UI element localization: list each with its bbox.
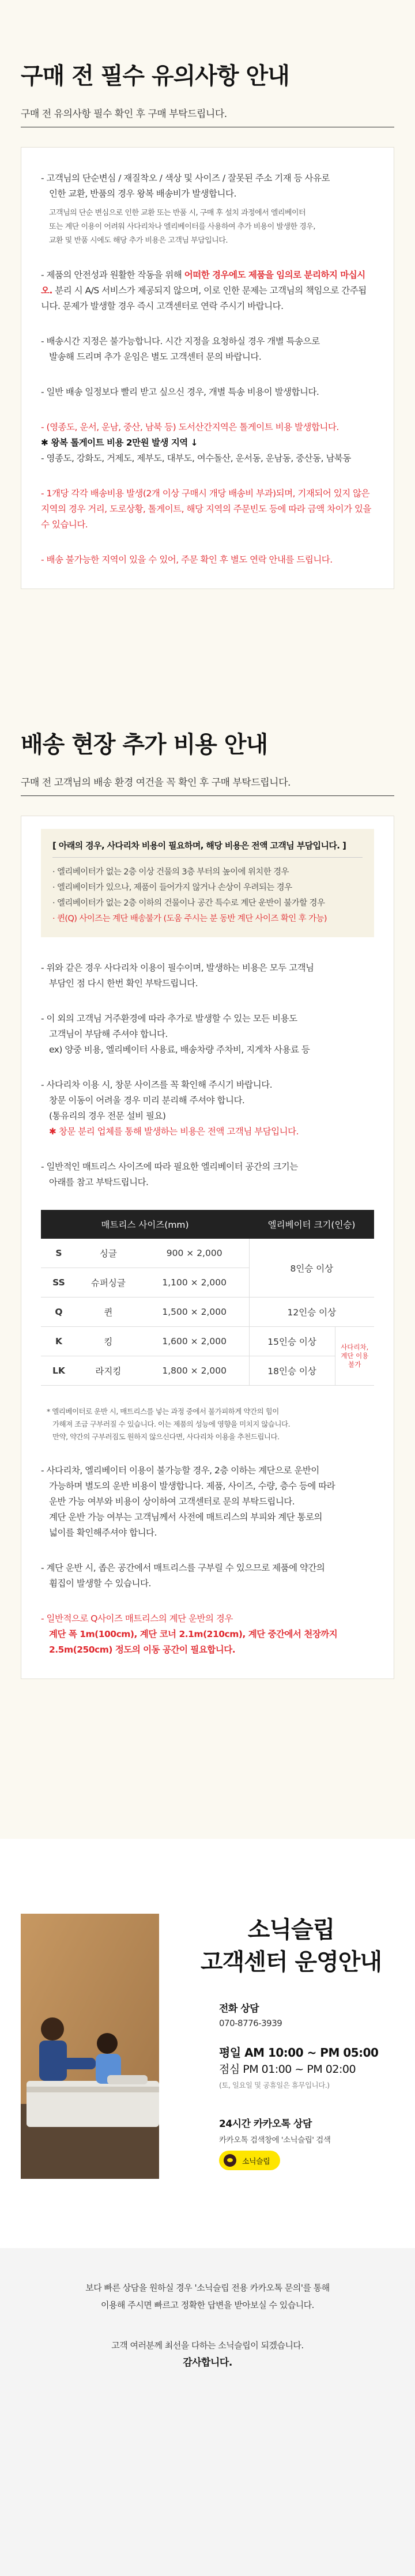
box-heading: [ 아래의 경우, 사다리차 비용이 필요하며, 해당 비용은 전액 고객님 부담입니다. ] [52,839,363,858]
notice-text: - 일반 배송 일정보다 빨리 받고 싶으신 경우, 개별 특송 비용이 발생합니다. [41,387,319,397]
customer-center-section [0,1914,415,2248]
kakao-talk-icon [224,2154,236,2167]
footer-text: 고객 여러분께 최선을 다하는 소닉슬립이 되겠습니다. [111,2340,304,2351]
notice-text: - 계단 운반 시, 좁은 공간에서 매트리스를 구부릴 수 있으므로 제품에 약간의 [41,1563,325,1573]
size-code: SS [41,1268,77,1298]
table-header-size: 매트리스 사이즈(mm) [41,1210,249,1239]
box-line: · 엘리베이터가 없는 2층 이상 건물의 3층 부터의 높이에 위치한 경우 [52,868,289,877]
notice-item [41,267,374,314]
section-subtitle: 구매 전 고객님의 배송 환경 여건을 꼭 확인 후 구매 부탁드립니다. [21,774,394,796]
notice-text: 창문 이동이 어려울 경우 미리 분리해 주셔야 합니다. [49,1095,245,1106]
hours-block [219,2044,378,2090]
section-title: 구매 전 필수 유의사항 안내 [21,63,289,89]
cost-item [41,960,374,991]
notice-text [41,267,374,314]
notice-item [41,486,374,533]
note-text: 가해져 조금 구부러질 수 있습니다. 이는 제품의 성능에 영향을 미치지 않습니다. [52,1420,290,1428]
lunch-hours: 점심 PM 01:00 ~ PM 02:00 [219,2063,356,2076]
table-row [41,1327,374,1356]
notice-text: - 배송시간 지정은 불가능합니다. 시간 지정을 요청하실 경우 개별 특송으로 [41,336,320,346]
notice-text: (통유리의 경우 전문 설비 필요) [49,1111,166,1121]
customer-center-photo [21,1914,159,2179]
warning-text: - 배송 불가능한 지역이 있을 수 있어, 주문 확인 후 별도 연락 안내를 드립니다. [41,555,333,565]
notice-text: 넓이를 확인해주셔야 합니다. [49,1528,157,1538]
delivery-card [21,816,394,1679]
notice-small-text: 고객님의 단순 변심으로 인한 교환 또는 반품 시, 구매 후 설치 과정에서 엘리베이터 [49,209,306,217]
holiday-note: (토, 일요일 및 공휴일은 휴무입니다.) [219,2081,330,2090]
note-text: * 엘리베이터로 운반 시, 매트리스를 넣는 과정 중에서 불가피하게 약간의 힘이 [47,1407,279,1416]
notice-item [41,334,374,365]
warning-text: - 1개당 각각 배송비용 발생(2개 이상 구매시 개당 배송비 부과)되며, 기재되어 있지 않은 지역의 경우 거리, 도로상황, 톨게이트, 해당 지역의 주문빈도 등에 따라 금액 차이가 있을 수 있습니다. [41,488,371,530]
size-name: 싱글 [77,1239,140,1268]
size-dimension: 1,800 × 2,000 [140,1356,249,1386]
warning-text: 2.5m(250cm) 정도의 이동 공간이 필요합니다. [49,1645,236,1655]
size-dimension: 900 × 2,000 [140,1239,249,1268]
mattress-size-table [41,1210,374,1386]
notice-small-text: 또는 계단 이용이 어려워 사다리차나 엘리베이터를 사용하여 추가 비용이 발생한 경우, [49,222,315,231]
kakao-button-label: 소닉슬립 [242,2157,270,2166]
footer [0,2248,415,2576]
elevator-size: 15인승 이상 [249,1327,335,1356]
notice-text: 가능하며 별도의 운반 비용이 발생합니다. 제품, 사이즈, 수량, 층수 등에 따라 [49,1481,335,1491]
notice-text: - 일반적인 매트리스 사이즈에 따라 필요한 엘리베이터 공간의 크기는 [41,1161,298,1172]
weekday-hours: 평일 AM 10:00 ~ PM 05:00 [219,2046,379,2060]
footer-text: 이용해 주시면 빠르고 정확한 답변을 받아보실 수 있습니다. [101,2300,314,2310]
cost-item [41,1611,374,1658]
kakao-description: 카카오톡 검색창에 '소닉슬립' 검색 [219,2136,331,2145]
footer-text: 보다 빠른 상담을 원하실 경우 '소닉슬립 전용 카카오톡 문의'를 통해 [85,2283,330,2293]
warning-text: 어떠한 경우에도 제품을 임의로 분리하지 마십시오. [41,270,365,296]
box-line: · 엘리베이터가 없는 2층 이하의 건물이나 공간 특수로 계단 운반이 불가할 경우 [52,899,325,908]
size-dimension: 1,100 × 2,000 [140,1268,249,1298]
elevator-size: 12인승 이상 [249,1298,374,1327]
note-text: 만약, 약간의 구부러짐도 원하지 않으신다면, 사다리차 이용을 추천드립니다. [52,1432,280,1441]
size-code: K [41,1327,77,1356]
elevator-note: 사다리차, 계단 이용불가 [335,1327,374,1386]
warning-text: - 일반적으로 Q사이즈 매트리스의 계단 운반의 경우 [41,1613,233,1624]
table-note [41,1405,374,1443]
phone-number[interactable]: 070-8776-3939 [219,2018,282,2028]
notice-text: - 위와 같은 경우 사다리차 이용이 필수이며, 발생하는 비용은 모두 고객님 [41,963,314,973]
notice-card [21,147,394,589]
customer-center-title [184,1914,398,1978]
notice-text-part: 분리 시 A/S 서비스가 제공되지 않으며, 이로 인한 문제는 고객님의 책임으로 간주됩니다. 문제가 발생할 경우 즉시 고객센터로 연락 주시기 바랍니다. [41,285,367,311]
notice-text: 계단 운반 가능 여부는 고객님께서 사전에 매트리스의 부피와 계단 통로의 [49,1512,323,1522]
cost-item [41,1159,374,1190]
ladder-truck-box [41,829,374,937]
notice-text: - 이 외의 고객님 거주환경에 따라 추가로 발생할 수 있는 모든 비용도 [41,1013,297,1024]
size-name: 퀸 [77,1298,140,1327]
delivery-cost-section [0,686,415,1839]
warning-text: 계단 폭 1m(100cm), 계단 코너 2.1m(210cm), 계단 중간에서 천장까지 [49,1629,338,1639]
kakao-label: 24시간 카카오톡 상담 [219,2118,312,2130]
kakao-block [219,2115,330,2170]
notice-text: ex) 양중 비용, 엘리베이터 사용료, 배송차량 주차비, 지게차 사용료 등 [49,1044,310,1055]
elevator-size: 8인승 이상 [249,1239,374,1298]
notice-text: 인한 교환, 반품의 경우 왕복 배송비가 발생합니다. [49,188,236,199]
size-dimension: 1,500 × 2,000 [140,1298,249,1327]
size-name: 킹 [77,1327,140,1356]
notice-item [41,420,374,466]
cost-item [41,1077,374,1140]
notice-text: - 사다리차, 엘리베이터 이용이 불가능할 경우, 2층 이하는 계단으로 운반이 [41,1465,319,1476]
box-line-warning: · 퀸(Q) 사이즈는 계단 배송불가 (도움 주시는 분 동반 계단 사이즈 확인 후 가능) [52,914,327,923]
size-code: S [41,1239,77,1268]
size-name: 슈퍼싱글 [77,1268,140,1298]
notice-text: 운반 가능 여부와 비용이 상이하여 고객센터로 문의 부탁드립니다. [49,1496,295,1507]
notice-text: ✱ 왕복 톨게이트 비용 2만원 발생 지역 ↓ [41,437,198,448]
footer-thanks: 감사합니다. [183,2357,232,2368]
brand-name: 소닉슬립 [247,1917,335,1943]
elevator-size: 18인승 이상 [249,1356,335,1386]
notice-item [41,552,374,568]
notice-text-part: - 제품의 안전성과 원활한 작동을 위해 [41,270,184,280]
notice-small-text: 교환 및 반품 시에도 해당 추가 비용은 고객님 부담입니다. [49,236,228,245]
notice-text: - 사다리차 이용 시, 창문 사이즈를 꼭 확인해 주시기 바랍니다. [41,1080,273,1090]
cost-item [41,1560,374,1591]
cost-item [41,1011,374,1058]
notice-item [41,171,374,248]
size-code: Q [41,1298,77,1327]
purchase-notice-section [0,0,415,686]
size-name: 라지킹 [77,1356,140,1386]
phone-consult-block [219,2000,282,2028]
table-header-elevator: 엘리베이터 크기(인승) [249,1210,374,1239]
kakao-channel-button[interactable] [219,2151,280,2170]
customer-center-heading: 고객센터 운영안내 [200,1949,382,1975]
notice-text: 부담인 점 다시 한번 확인 부탁드립니다. [49,978,198,989]
box-line: · 엘리베이터가 있으나, 제품이 들어가지 않거나 손상이 우려되는 경우 [52,883,292,892]
people-on-mattress-illustration [21,1914,159,2179]
cost-item [41,1463,374,1541]
section-title: 배송 현장 추가 비용 안내 [21,731,268,758]
notice-text: 휨집이 발생할 수 있습니다. [49,1578,151,1589]
table-row [41,1298,374,1327]
section-subtitle: 구매 전 유의사항 필수 확인 후 구매 부탁드립니다. [21,105,394,127]
notice-text: - 영종도, 강화도, 거제도, 제부도, 대부도, 여수돌산, 운서동, 운남동, 중산동, 남북동 [41,453,351,463]
warning-text: ✱ 창문 분리 업체를 통해 발생하는 비용은 전액 고객님 부담입니다. [49,1126,299,1137]
size-dimension: 1,600 × 2,000 [140,1327,249,1356]
notice-text: 고객님이 부담해 주셔야 합니다. [49,1029,168,1039]
warning-text: - (영종도, 운서, 운남, 중산, 남북 등) 도서산간지역은 톨게이트 비용 발생합니다. [41,422,339,432]
notice-text: 발송해 드리며 추가 운임은 별도 고객센터 문의 바랍니다. [49,352,262,362]
table-row [41,1239,374,1268]
notice-text: - 고객님의 단순변심 / 재질착오 / 색상 및 사이즈 / 잘못된 주소 기재 등 사유로 [41,173,330,183]
table-row [41,1356,374,1386]
phone-label: 전화 상담 [219,2003,259,2015]
notice-item [41,384,374,400]
size-code: LK [41,1356,77,1386]
notice-text: 아래를 참고 부탁드립니다. [49,1177,149,1187]
